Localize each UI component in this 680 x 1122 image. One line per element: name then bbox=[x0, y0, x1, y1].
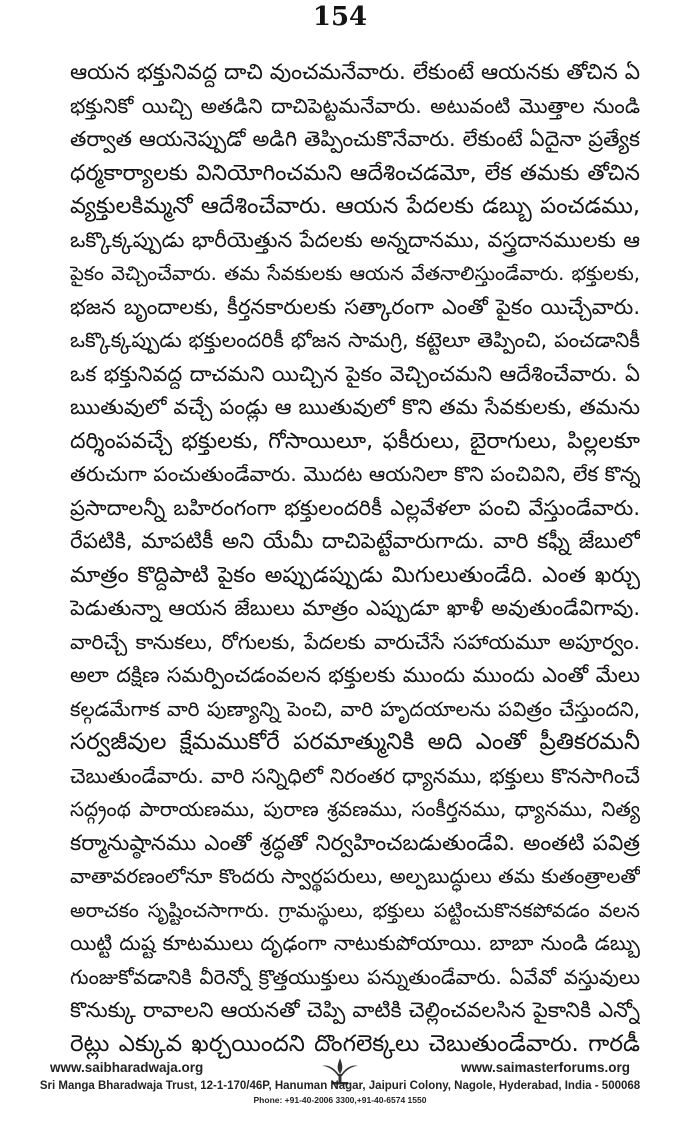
footer-url-right[interactable]: www.saimasterforums.org bbox=[460, 1060, 630, 1075]
text-line: కల్గడమేగాక వారి పుణ్యాన్ని పెంచి, వారి హృదయాలను పవిత్రం చేస్తుందని, bbox=[70, 696, 640, 721]
text-line: ఒక్కొక్కప్పుడు భారీయెత్తున పేదలకు అన్నదానము, వస్త్రదానములకు ఆ bbox=[70, 227, 640, 252]
text-line: రెట్లు ఎక్కువ ఖర్చయిందని దొంగలెక్కలు చెబుతుండేవారు. గారడీ bbox=[70, 1030, 640, 1057]
text-line: భక్తునికో యిచ్చి అతడిని దాచిపెట్టమనేవారు. అటువంటి మొత్తాల నుండి bbox=[70, 93, 640, 118]
text-line: గుంజుకోవడానికి వీరెన్నో క్రొత్తయుక్తులు పన్నుతుండేవారు. ఏవేవో వస్తువులు bbox=[70, 964, 640, 989]
text-line: వ్యక్తులకిమ్మనో ఆదేశించేవారు. ఆయన పేదలకు డబ్బు పంచడము, bbox=[70, 193, 640, 219]
text-line: పైకం వెచ్చించేవారు. తమ సేవకులకు ఆయన వేతనాలిస్తుండేవారు. భక్తులకు, bbox=[70, 262, 640, 285]
text-line: కొనుక్కు రావాలని ఆయనతో చెప్పి వాటికి చెల్లించవలసిన పైకానికి ఎన్నో bbox=[70, 998, 640, 1022]
text-line: అలా దక్షిణ సమర్పించడంవలన భక్తులకు ముందు ముందు ఎంతో మేలు bbox=[70, 663, 640, 687]
footer-url-left[interactable]: www.saibharadwaja.org bbox=[50, 1060, 204, 1075]
text-line: అరాచకం సృష్టించసాగారు. గ్రామస్థులు, భక్తులు పట్టించుకొనకపోవడం వలన bbox=[70, 898, 640, 922]
footer-phone: Phone: +91-40-2006 3300,+91-40-6574 1550 bbox=[253, 1095, 427, 1105]
text-line: రేపటికి, మాపటికీ అని యేమీ దాచిపెట్టేవారుగాదు. వారి కఫ్నీ జేబులో bbox=[70, 529, 640, 554]
text-line: వారిచ్చే కానుకలు, రోగులకు, పేదలకు వారుచేసే సహాయమూ అపూర్వం. bbox=[70, 629, 640, 654]
text-line: పెడుతున్నా ఆయన జేబులు మాత్రం ఎప్పుడూ ఖాళీ అవుతుండేవిగావు. bbox=[70, 596, 640, 620]
text-line: సర్వజీవుల క్షేమముకోరే పరమాత్మునికి అది ఎంతో ప్రీతికరమనీ bbox=[70, 729, 640, 755]
text-line: యిట్టి దుష్ట కూటములు దృఢంగా నాటుకుపోయాయి. బాబా నుండి డబ్బు bbox=[70, 931, 640, 955]
text-line: ఒక భక్తునివద్ద దాచమని యిచ్చిన పైకం వెచ్చించమని ఆదేశించేవారు. ఏ bbox=[70, 361, 640, 386]
footer-address: Sri Manga Bharadwaja Trust, 12-1-170/46P, Hanuman Nagar, Jaipuri Colony, Nagole, Hyderabad, India - 500068 bbox=[39, 1080, 641, 1092]
text-line: తరుచుగా పంచుతుండేవారు. మొదట ఆయనిలా కొని పంచివిని, లేక కొన్న bbox=[70, 462, 640, 486]
text-line: ఋతువులో వచ్చే పండ్లు ఆ ఋతువులో కొని తమ సేవకులకు, తమను bbox=[70, 395, 640, 419]
text-line: మాత్రం కొద్దిపాటి పైకం అప్పుడప్పుడు మిగులుతుండేది. ఎంత ఖర్చు bbox=[70, 562, 640, 588]
text-line: ప్రసాదాలన్నీ బహిరంగంగా భక్తులందరికీ ఎల్లవేళలా పంచి వేస్తుండేవారు. bbox=[70, 495, 640, 520]
body-text bbox=[70, 56, 640, 1061]
text-line: ధర్మకార్యాలకు వినియోగించమని ఆదేశించడమో, లేక తమకు తోచిన bbox=[70, 160, 640, 186]
text-line: సద్గ్రంథ పారాయణము, పురాణ శ్రవణము, సంకీర్తనము, ధ్యానము, నిత్య bbox=[70, 797, 640, 821]
text-line: వాతావరణంలోనూ కొందరు స్వార్థపరులు, అల్పబుద్ధులు తమ కుతంత్రాలతో bbox=[70, 864, 640, 888]
text-line: భజన బృందాలకు, కీర్తనకారులకు సత్కారంగా ఎంతో పైకం యిచ్చేవారు. bbox=[70, 294, 640, 319]
page-footer bbox=[30, 1060, 650, 1122]
text-line: ఒక్కొక్కప్పుడు భక్తులందరికీ భోజన సామగ్రి, కట్టెలూ తెప్పించి, పంచడానికీ bbox=[70, 328, 640, 352]
page-number: 154 bbox=[312, 2, 368, 32]
text-line: దర్శింపవచ్చే భక్తులకు, గోసాయిలూ, ఫకీరులు, బైరాగులు, పిల్లలకూ bbox=[70, 428, 640, 454]
text-line: కర్మానుష్ఠానము ఎంతో శ్రద్ధతో నిర్వహించబడుతుండేవి. అంతటి పవిత్ర bbox=[70, 830, 640, 856]
text-line: చెబుతుండేవారు. వారి సన్నిధిలో నిరంతర ధ్యానము, భక్తులు కొనసాగించే bbox=[70, 763, 640, 788]
text-line: తర్వాత ఆయనెప్పుడో అడిగి తెప్పించుకొనేవారు. లేకుంటే ఏదైనా ప్రత్యేక bbox=[70, 127, 640, 151]
text-line: ఆయన భక్తునివద్ద దాచి వుంచమనేవారు. లేకుంటే ఆయనకు తోచిన ఏ bbox=[70, 60, 640, 85]
